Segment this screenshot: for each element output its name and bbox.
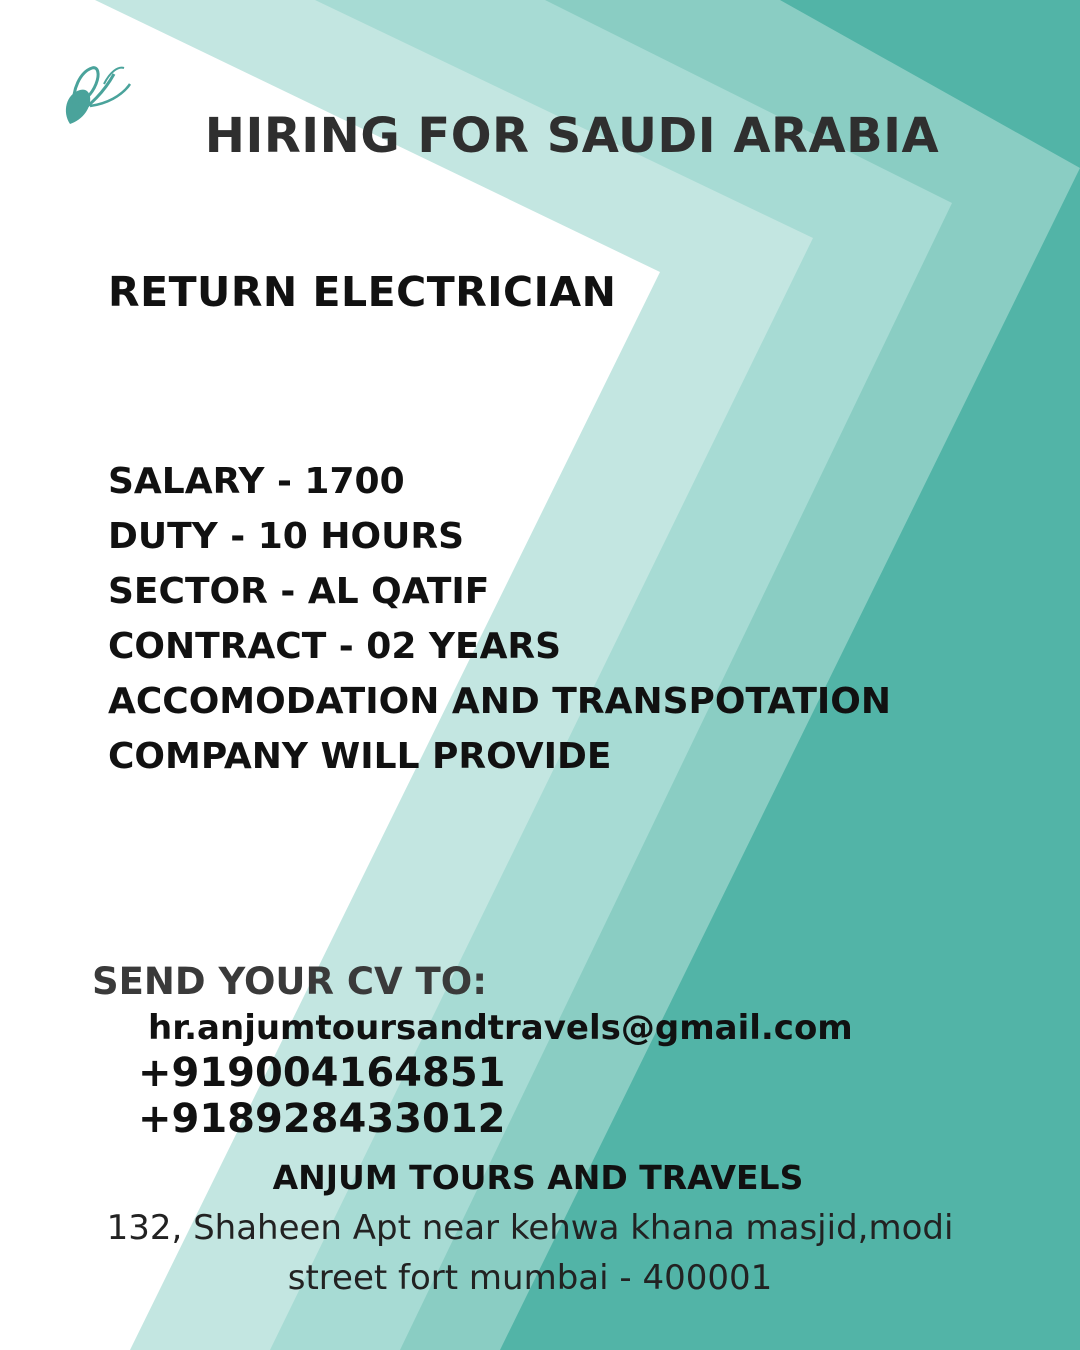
contact-email: hr.anjumtoursandtravels@gmail.com bbox=[148, 1008, 853, 1048]
detail-duty: DUTY - 10 HOURS bbox=[108, 516, 464, 557]
detail-company-provide: COMPANY WILL PROVIDE bbox=[108, 736, 612, 777]
detail-accommodation: ACCOMODATION AND TRANSPOTATION bbox=[108, 681, 891, 722]
address-line-2: street fort mumbai - 400001 bbox=[287, 1258, 773, 1298]
company-name: ANJUM TOURS AND TRAVELS bbox=[272, 1158, 804, 1197]
contact-phone-1: +919004164851 bbox=[138, 1050, 506, 1096]
job-details-list bbox=[108, 454, 891, 784]
detail-sector: SECTOR - AL QATIF bbox=[108, 571, 490, 612]
send-cv-heading: SEND YOUR CV TO: bbox=[92, 960, 487, 1003]
poster-title: HIRING FOR SAUDI ARABIA bbox=[204, 108, 940, 164]
company-address bbox=[0, 1203, 1060, 1303]
contact-phone-2: +918928433012 bbox=[138, 1096, 506, 1142]
job-position: RETURN ELECTRICIAN bbox=[108, 268, 617, 316]
detail-salary: SALARY - 1700 bbox=[108, 461, 405, 502]
address-line-1: 132, Shaheen Apt near kehwa khana masjid,modi bbox=[106, 1208, 954, 1248]
detail-contract: CONTRACT - 02 YEARS bbox=[108, 626, 562, 667]
